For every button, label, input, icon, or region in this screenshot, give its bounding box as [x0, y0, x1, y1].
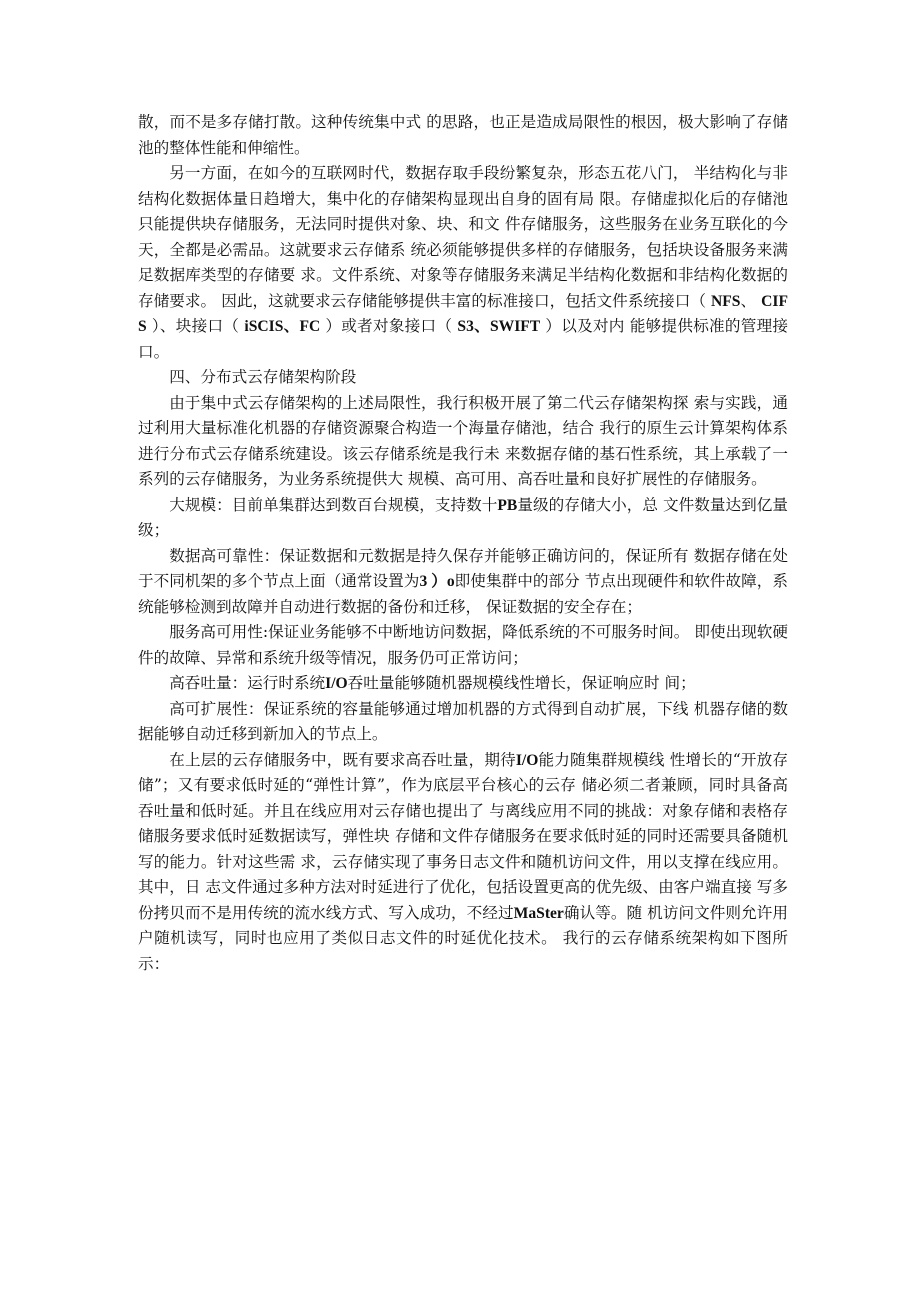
paragraph-upper-services: 在上层的云存储服务中，既有要求高吞吐量，期待I/O能力随集群规模线 性增长的“开放存储”；又有要求低时延的“弹性计算”，作为底层平台核心的云存 储必须二者兼顾，同时具备高吞吐量和低时延。并且在线应用对云存储也提出了 与离线应用不同的挑战：对象存储和表格存储服务要求低时延数据读写，弹性块 存储和文件存储服务在要求低时延的同时还需要具备随机写的能力。针对这些需 求，云存储实现了事务日志文件和随机访问文件，用以支撑在线应用。其中，日 志文件通过多种方法对时延进行了优化，包括设置更高的优先级、由客户端直接 写多份拷贝而不是用传统的流水线方式、写入成功，不经过MaSter确认等。随 机访问文件则允许用户随机读写，同时也应用了类似日志文件的时延优化技术。 我行的云存储系统架构如下图所示：	[138, 750, 788, 973]
paragraph-scalability: 高可扩展性：保证系统的容量能够通过增加机器的方式得到自动扩展，下线 机器存储的数据能够自动迁移到新加入的节点上。	[138, 699, 788, 743]
paragraph-throughput: 高吞吐量：运行时系统I/O吞吐量能够随机器规模线性增长，保证响应时 间；	[169, 674, 696, 692]
paragraph-continuation: 散，而不是多存储打散。这种传统集中式 的思路，也正是造成局限性的根因，极大影响了存储池的整体性能和伸缩性。	[138, 113, 788, 157]
paragraph-reliability: 数据高可靠性：保证数据和元数据是持久保存并能够正确访问的，保证所有 数据存储在处于不同机架的多个节点上面（通常设置为3 ）o即使集群中的部分 节点出现硬件和软件故障，系统能够检测到故障并自动进行数据的备份和迁移， 保证数据的安全存在；	[138, 546, 788, 616]
section-heading: 四、分布式云存储架构阶段	[169, 368, 357, 386]
paragraph-distributed-intro: 由于集中式云存储架构的上述局限性，我行积极开展了第二代云存储架构探 索与实践，通过利用大量标准化机器的存储资源聚合构造一个海量存储池，结合 我行的原生云计算架构体系进行分布式云存储系统建设。该云存储系统是我行未 来数据存储的基石性系统，其上承载了一系列的云存储服务，为业务系统提供大 规模、高可用、高吞吐量和良好扩展性的存储服务。	[138, 393, 788, 488]
cifs-term: CIFS	[138, 292, 788, 335]
iscsi-fc-term: iSCIS、FC	[244, 318, 321, 335]
nfs-term: NFS	[710, 292, 741, 310]
s3-swift-term: S3、SWIFT	[457, 318, 541, 335]
paragraph-interfaces: 另一方面，在如今的互联网时代，数据存取手段纷繁复杂，形态五花八门， 半结构化与非结构化数据体量日趋增大，集中化的存储架构显现出自身的固有局 限。存储虚拟化后的存储池只能提供块存储服务，无法同时提供对象、块、和文 件存储服务，这些服务在业务互联化的今天，全都是必需品。这就要求云存储系 统必须能够提供多样的存储服务，包括块设备服务来满足数据库类型的存储要 求。文件系统、对象等存储服务来满足半结构化数据和非结构化数据的存储要求。 因此，这就要求云存储能够提供丰富的标准接口，包括文件系统接口（ NFS、 CIFS ）、块接口（ iSCIS、FC ）或者对象接口（ S3、SWIFT ）以及对内 能够提供标准的管理接口。	[138, 164, 788, 361]
paragraph-availability: 服务高可用性:保证业务能够不中断地访问数据，降低系统的不可服务时间。 即使出现软硬件的故障、异常和系统升级等情况，服务仍可正常访问；	[138, 623, 788, 667]
paragraph-large-scale: 大规模：目前单集群达到数百台规模，支持数十PB量级的存储大小，总 文件数量达到亿量级；	[138, 495, 788, 539]
replica-count: 3 ）o	[419, 573, 455, 590]
document-body	[138, 110, 788, 977]
io-term: I/O	[325, 675, 348, 692]
io-term: I/O	[515, 751, 539, 769]
pb-term: PB	[497, 496, 518, 514]
master-term: MaSter	[513, 904, 564, 922]
